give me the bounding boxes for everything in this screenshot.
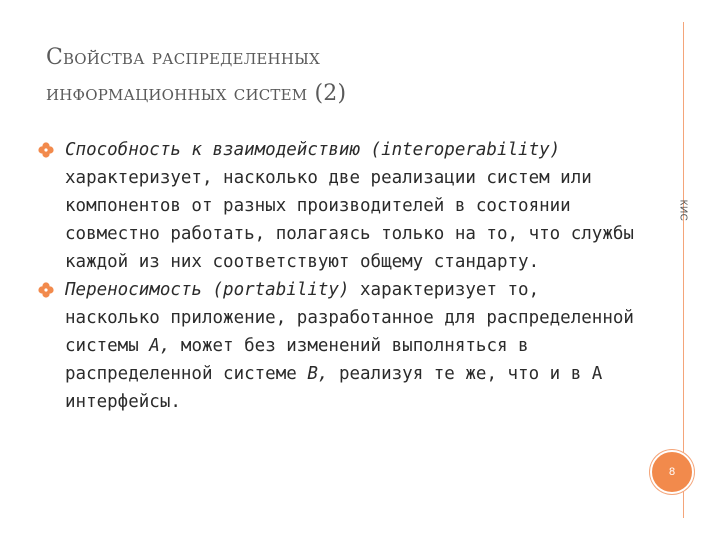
- slide-title: [46, 40, 606, 112]
- page-number-badge: [650, 450, 694, 494]
- term-interoperability: Способность к взаимодействию (interoperability): [65, 140, 561, 160]
- slide-title-line-2: информационных систем (2): [46, 81, 347, 106]
- slide-title-line-1: Свойства распределенных: [46, 45, 320, 70]
- term-portability: Переносимость (portability): [65, 280, 350, 300]
- system-b-label: В,: [307, 364, 329, 384]
- bullet-text-portability-c: реализуя те же, что и в А интерфейсы.: [65, 364, 603, 412]
- side-divider-line: [683, 22, 684, 518]
- bullet-text-portability-a: характеризует то, насколько приложение, разработанное для распределенной системы: [65, 280, 634, 356]
- bullet-item-portability: [38, 276, 638, 416]
- bullet-item-interoperability: [38, 136, 638, 276]
- side-label-text: КИС: [677, 199, 689, 221]
- bullet-text-portability-b: может без изменений выполняться в распределенной системе: [65, 336, 529, 384]
- side-label: [670, 190, 696, 230]
- four-petal-flower-icon: [38, 142, 54, 158]
- system-a-label: А,: [149, 336, 171, 356]
- bullet-text-interoperability: характеризует, насколько две реализации систем или компонентов от разных производителей в состоянии совместно работать, полагаясь только на то, что службы каждой из них соответствуют общему стандарту.: [65, 168, 634, 272]
- four-petal-flower-icon: [38, 282, 54, 298]
- slide-body: [38, 136, 638, 416]
- page-number: 8: [668, 466, 676, 478]
